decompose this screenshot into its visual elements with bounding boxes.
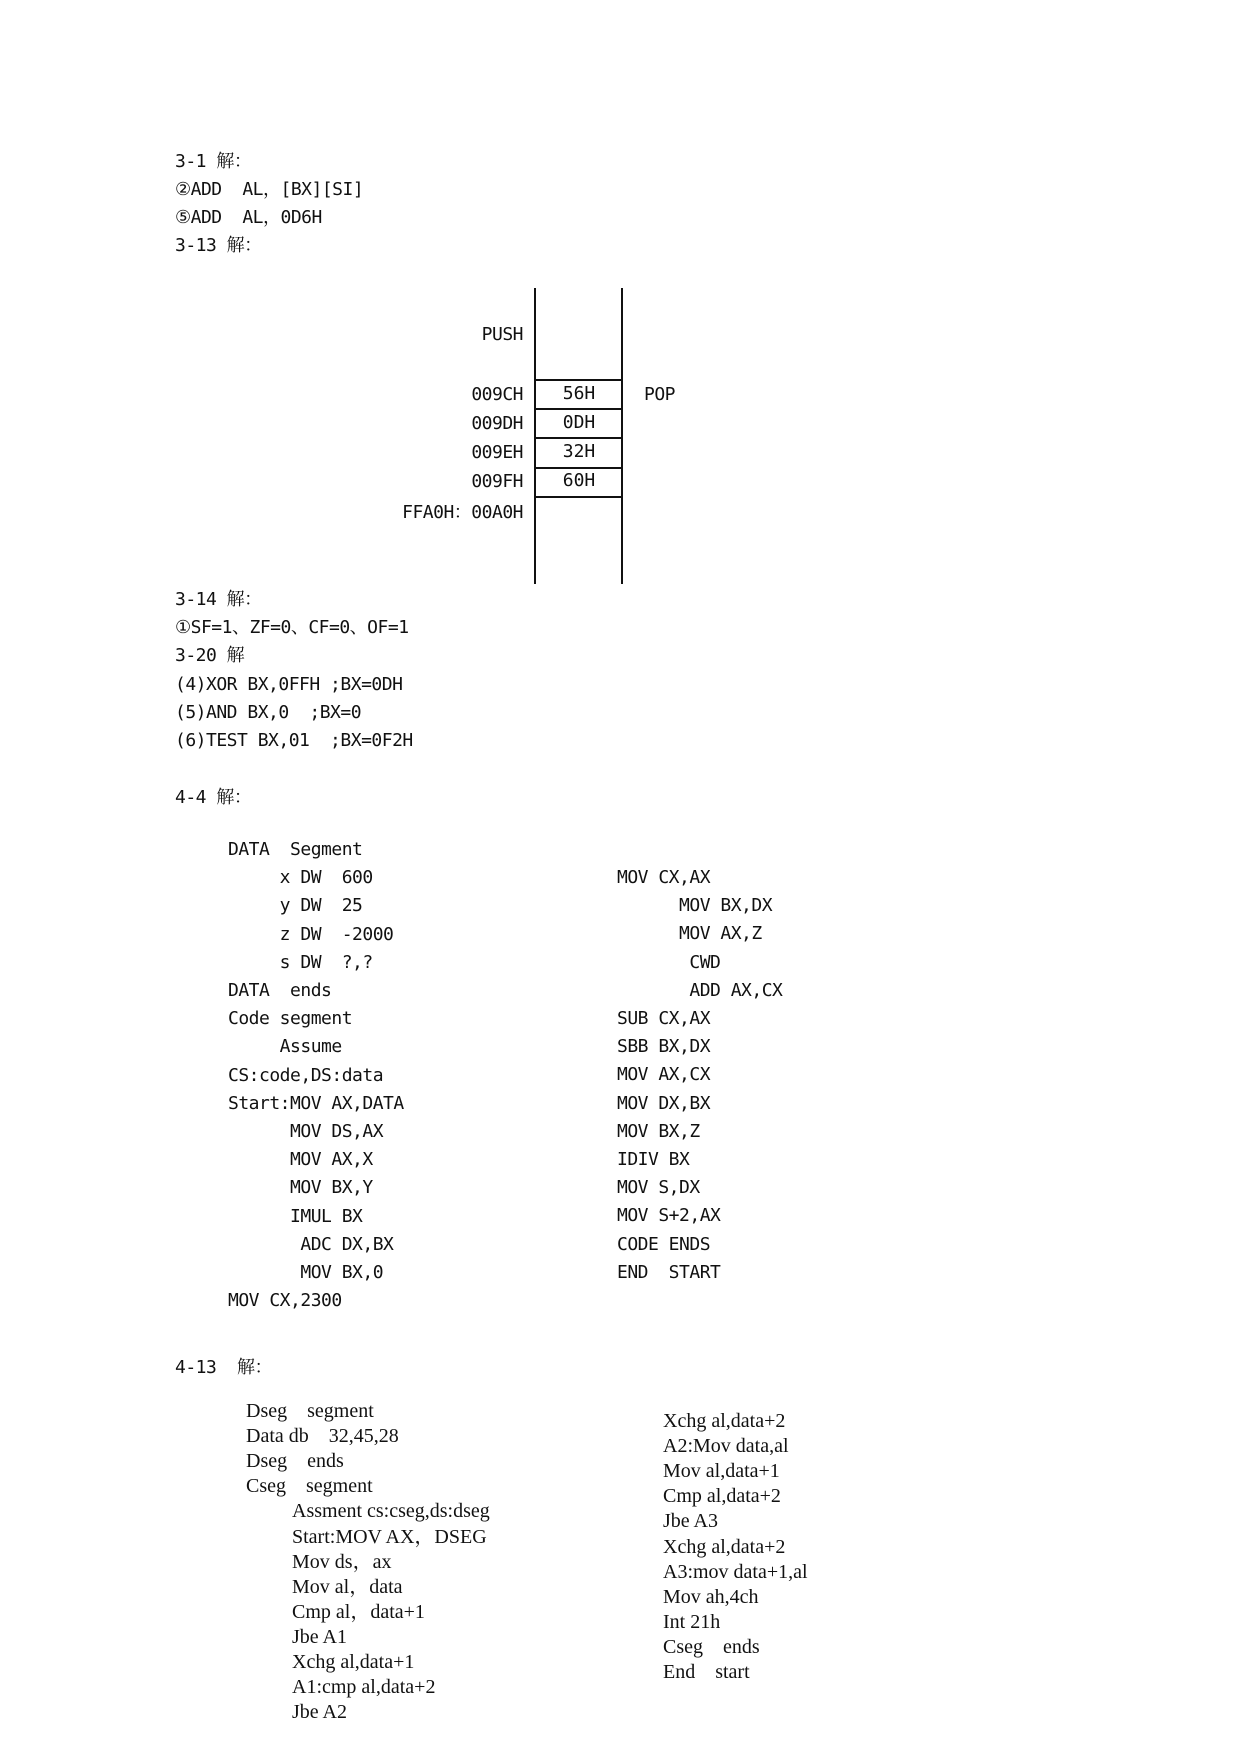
section-4-4-header: 4-4 解： [175,787,252,808]
code-line: Jbe A1 [292,1625,347,1648]
code-line: MOV AX,CX [617,1064,711,1086]
code-line: s DW ?,? [228,951,373,973]
code-line: MOV CX,2300 [228,1290,342,1312]
code-line: MOV DS,AX [228,1121,384,1142]
code-line: Int 21h [663,1610,721,1633]
code-line: A1:cmp al,data+2 [292,1676,436,1699]
code-line: CODE ENDS [617,1233,711,1255]
answer-line: (6)TEST BX,01 ;BX=0F2H [175,730,413,751]
code-line: MOV CX,AX [617,867,711,888]
code-line: Xchg al,data+2 [663,1535,786,1558]
push-label: PUSH [481,324,523,345]
code-line: MOV AX,Z [617,923,762,945]
answer-line: (4)XOR BX,0FFH ;BX=0DH [175,674,403,695]
code-line: Cseg ends [663,1635,760,1658]
code-line: Jbe A3 [663,1510,718,1533]
code-line: CWD [617,951,721,973]
code-line: END START [617,1261,721,1283]
code-line: ADD AX,CX [617,979,783,1001]
code-line: Data db 32,45,28 [246,1425,399,1448]
section-4-13-header: 4-13 解： [175,1357,273,1378]
code-line: MOV S+2,AX [617,1205,721,1227]
code-line: MOV BX,Y [228,1177,373,1199]
code-line: Assment cs:cseg,ds:dseg [292,1500,490,1523]
code-line: A3:mov data+1,al [663,1560,808,1583]
code-line: ADC DX,BX [228,1233,394,1255]
code-line: MOV DX,BX [617,1092,711,1114]
code-line: y DW 25 [228,895,363,917]
stack-address: 009EH [471,442,523,463]
section-3-14-header: 3-14 解： [175,589,262,610]
answer-line: (5)AND BX,0 ;BX=0 [175,702,362,723]
code-line: Code segment [228,1008,353,1030]
code-line: Dseg ends [246,1450,344,1473]
stack-address: 009DH [471,413,523,434]
stack-divider [534,496,623,498]
code-line: MOV BX,Z [617,1120,700,1142]
answer-line: ⑤ADD AL，0D6H [175,207,322,228]
code-line: Start:MOV AX，DSEG [292,1525,487,1548]
answer-line: ②ADD AL，[BX][SI] [175,179,364,200]
code-line: Cseg segment [246,1475,373,1498]
code-line: Xchg al,data+2 [663,1410,786,1432]
code-line: MOV S,DX [617,1177,700,1199]
code-line: Cmp al，data+1 [292,1600,425,1623]
pop-label: POP [644,384,676,405]
code-line: End start [663,1661,750,1683]
code-line: DATA Segment [228,839,363,860]
code-line: A2:Mov data,al [663,1435,789,1458]
code-line: Jbe A2 [292,1701,347,1724]
code-line: Cmp al,data+2 [663,1485,781,1508]
code-line: IDIV BX [617,1149,690,1170]
section-3-20-header: 3-20 解 [175,645,245,666]
stack-cell: 32H [562,441,596,462]
stack-cell: 60H [562,470,596,491]
section-3-13-header: 3-13 解： [175,235,262,256]
stack-address: 009FH [471,471,523,492]
code-line: DATA ends [228,980,332,1001]
section-3-1-header: 3-1 解： [175,151,252,172]
stack-address: 009CH [471,384,523,405]
code-line: Dseg segment [246,1400,374,1422]
code-line: SUB CX,AX [617,1008,711,1029]
code-line: Mov ds，ax [292,1550,392,1573]
code-line: Mov ah,4ch [663,1585,759,1608]
code-line: MOV BX,DX [617,895,773,917]
code-line: x DW 600 [228,867,373,889]
code-line: Start:MOV AX,DATA [228,1092,404,1114]
code-line: Xchg al,data+1 [292,1651,415,1673]
code-line: z DW -2000 [228,923,394,945]
code-line: SBB BX,DX [617,1036,711,1058]
code-line: Mov al,data+1 [663,1460,780,1483]
code-line: MOV BX,0 [228,1262,384,1283]
code-line: CS:code,DS:data [228,1064,384,1086]
stack-bottom-address: FFA0H：00A0H [402,502,523,523]
code-line: IMUL BX [228,1205,363,1227]
code-line: Assume [228,1036,342,1058]
answer-line: ①SF=1、ZF=0、CF=0、OF=1 [175,617,409,638]
code-line: MOV AX,X [228,1149,373,1171]
stack-cell: 0DH [562,412,596,433]
code-line: Mov al，data [292,1575,403,1598]
stack-cell: 56H [562,383,596,404]
